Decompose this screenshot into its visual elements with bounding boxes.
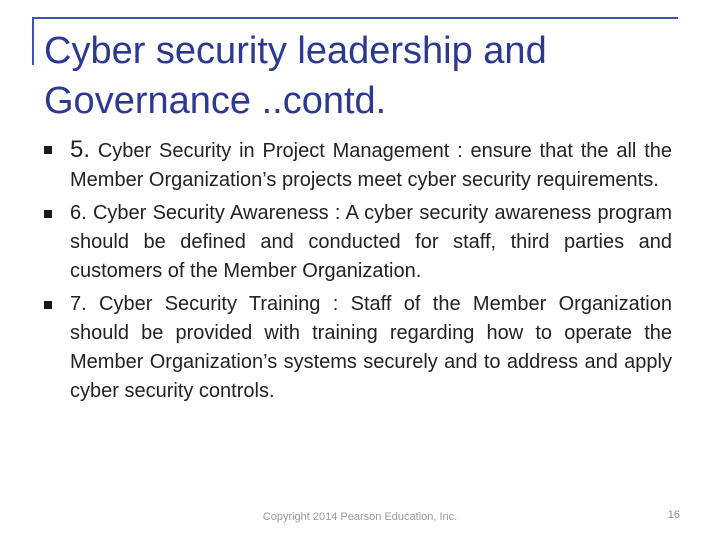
bullet-list bbox=[44, 135, 672, 410]
bullet-item-3 bbox=[44, 290, 672, 406]
title-frame-top-line bbox=[32, 17, 678, 19]
bullet-1-number: 5. bbox=[70, 136, 91, 163]
copyright-footer: Copyright 2014 Pearson Education, Inc. bbox=[262, 511, 458, 523]
bullet-2-text: 6. Cyber Security Awareness : A cyber security awareness program should be defined and conducted for staff, third parties and customers of the Member Organization. bbox=[70, 202, 672, 282]
bullet-item-1 bbox=[44, 135, 672, 195]
bullet-item-2 bbox=[44, 199, 672, 286]
slide-title bbox=[44, 26, 684, 126]
slide-title-line-2: Governance ..contd. bbox=[44, 80, 387, 122]
bullet-3-text: 7. Cyber Security Training : Staff of the Member Organization should be provided with training regarding how to operate the Member Organization’s systems securely and to address and apply cyber security controls. bbox=[70, 293, 672, 402]
slide-title-line-1: Cyber security leadership and bbox=[44, 30, 547, 72]
title-frame-left-line bbox=[32, 17, 34, 65]
square-bullet-icon bbox=[44, 146, 52, 154]
square-bullet-icon bbox=[44, 210, 52, 218]
page-number: 16 bbox=[667, 509, 680, 521]
square-bullet-icon bbox=[44, 301, 52, 309]
bullet-1-text: Cyber Security in Project Management : ensure that the all the Member Organization’s projects meet cyber security requirements. bbox=[70, 140, 672, 191]
